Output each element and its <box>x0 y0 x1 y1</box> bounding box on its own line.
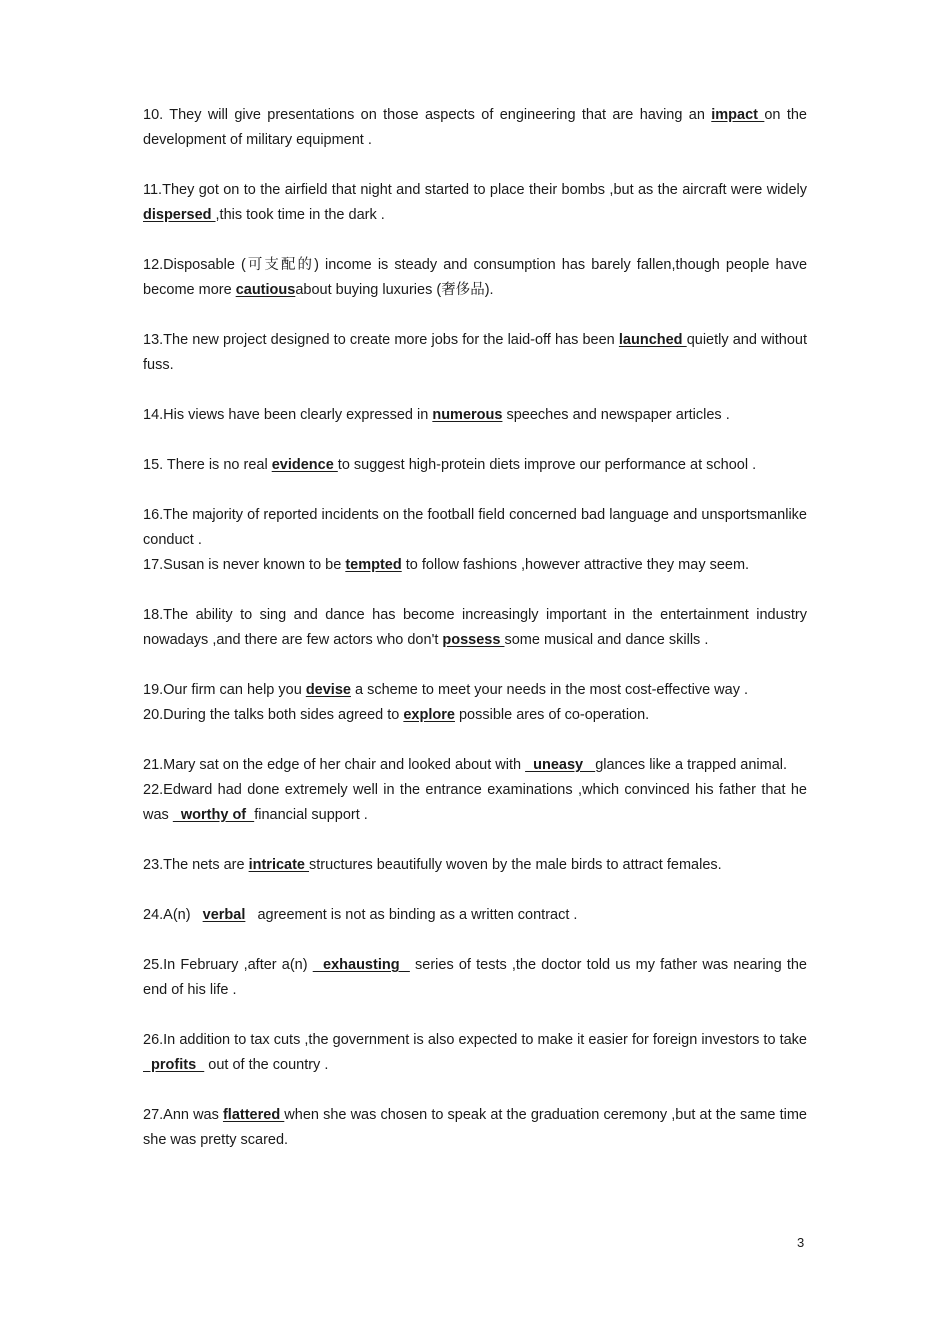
item-25 <box>143 953 807 1003</box>
item-text: glances like a trapped animal. <box>595 757 788 773</box>
answer-word: exhausting <box>312 957 410 973</box>
item-text: some musical and dance skills . <box>504 632 709 648</box>
answer-word: verbal <box>202 907 246 923</box>
item-20 <box>143 703 807 728</box>
item-text: ). <box>484 282 494 298</box>
item-text: to follow fashions ,however attractive they may seem. <box>401 557 750 573</box>
item-text: 12.Disposable ( <box>143 257 246 273</box>
item-text: 27.Ann was <box>143 1107 223 1123</box>
item-text: quietly and without fuss. <box>143 332 808 373</box>
exercise-list <box>143 103 807 1153</box>
item-text: to suggest high-protein diets improve our performance at school . <box>337 457 757 473</box>
item-19 <box>143 678 807 703</box>
item-24 <box>143 903 807 928</box>
answer-word: possess <box>442 632 505 648</box>
item-text: possible ares of co-operation. <box>454 707 650 723</box>
answer-word: evidence <box>271 457 338 473</box>
item-27 <box>143 1103 807 1153</box>
item-text: on the development of military equipment . <box>143 107 807 148</box>
answer-word: intricate <box>248 857 310 873</box>
item-text: about buying luxuries ( <box>295 282 442 298</box>
item-text: structures beautifully woven by the male birds to attract females. <box>309 857 722 873</box>
answer-word: profits <box>143 1057 205 1073</box>
answer-word: impact <box>711 107 765 123</box>
item-text: 20.During the talks both sides agreed to <box>143 707 404 723</box>
item-21 <box>143 753 807 778</box>
item-text: out of the country . <box>204 1057 329 1073</box>
answer-word: explore <box>403 707 455 723</box>
answer-word: cautious <box>235 282 296 298</box>
item-text: 10. They will give presentations on those aspects of engineering that are having an <box>143 107 712 123</box>
item-14 <box>143 403 807 428</box>
chinese-gloss: 奢侈品 <box>441 282 485 298</box>
item-text: series of tests ,the doctor told us my father was nearing the end of his life . <box>143 957 807 998</box>
item-26 <box>143 1028 807 1078</box>
answer-word: numerous <box>432 407 503 423</box>
item-text: when she was chosen to speak at the graduation ceremony ,but at the same time she was pretty scared. <box>143 1107 807 1148</box>
item-text: 21.Mary sat on the edge of her chair and looked about with <box>143 757 526 773</box>
item-16 <box>143 503 807 553</box>
item-text: 26.In addition to tax cuts ,the government is also expected to make it easier for foreign investors to take <box>143 1032 807 1048</box>
item-text: 15. There is no real <box>143 457 272 473</box>
item-17 <box>143 553 807 578</box>
item-10 <box>143 103 807 153</box>
answer-word: worthy of <box>172 807 255 823</box>
item-11 <box>143 178 807 228</box>
item-text: 22.Edward had done extremely well in the entrance examinations ,which convinced his father that he was <box>143 782 807 823</box>
answer-word: flattered <box>222 1107 285 1123</box>
chinese-gloss: 可支配的 <box>245 257 315 273</box>
answer-word: uneasy <box>525 757 596 773</box>
answer-word: launched <box>618 332 687 348</box>
item-text: ,this took time in the dark . <box>215 207 385 223</box>
item-text: financial support . <box>254 807 368 823</box>
item-23 <box>143 853 807 878</box>
item-text: a scheme to meet your needs in the most cost-effective way . <box>350 682 749 698</box>
answer-word: devise <box>305 682 351 698</box>
item-text: 24.A(n) <box>143 907 203 923</box>
item-text: ) income is steady and consumption has barely fallen,though people have become more <box>143 257 808 298</box>
item-text: 13.The new project designed to create more jobs for the laid-off has been <box>143 332 619 348</box>
item-text: 17.Susan is never known to be <box>143 557 346 573</box>
item-text: 19.Our firm can help you <box>143 682 306 698</box>
item-text: 14.His views have been clearly expressed in <box>143 407 433 423</box>
item-15 <box>143 453 807 478</box>
answer-word: tempted <box>345 557 402 573</box>
item-text: 16.The majority of reported incidents on the football field concerned bad language and unsportsmanlike conduct . <box>143 507 807 548</box>
item-18 <box>143 603 807 653</box>
item-text: 18.The ability to sing and dance has become increasingly important in the entertainment industry nowadays ,and there are few actors who don't <box>143 607 807 648</box>
page-number: 3 <box>797 1235 805 1250</box>
item-text: agreement is not as binding as a written contract . <box>245 907 578 923</box>
answer-word: dispersed <box>143 207 216 223</box>
item-text: 23.The nets are <box>143 857 249 873</box>
item-text: 11.They got on to the airfield that night and started to place their bombs ,but as the aircraft were widely <box>143 182 807 198</box>
item-text: 25.In February ,after a(n) <box>143 957 313 973</box>
item-12 <box>143 253 807 303</box>
item-22 <box>143 778 807 828</box>
item-13 <box>143 328 807 378</box>
item-text: speeches and newspaper articles . <box>502 407 730 423</box>
